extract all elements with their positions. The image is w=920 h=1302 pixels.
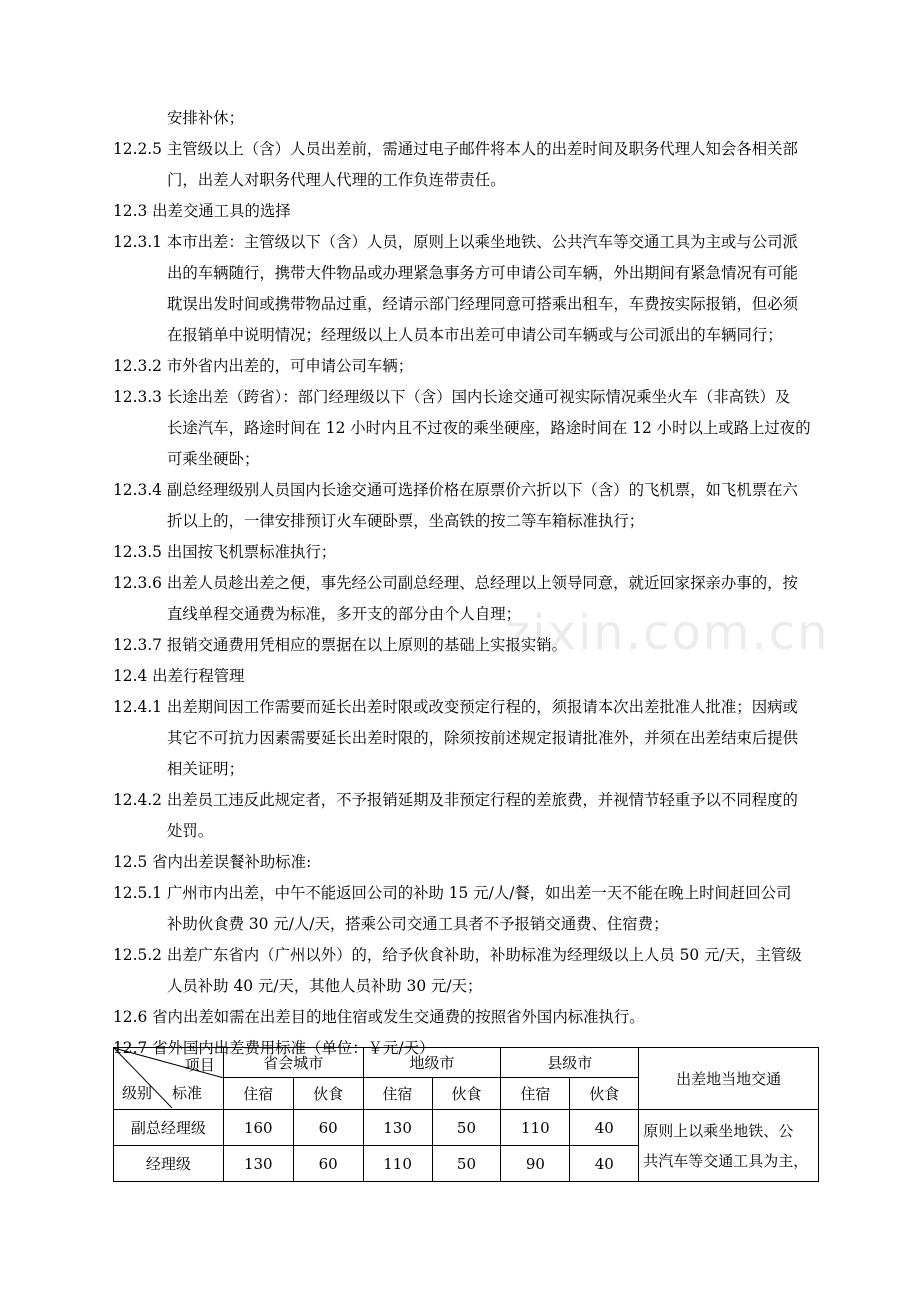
text-line: 12.3.3 长途出差（跨省）：部门经理级以下（含）国内长途交通可视实际情况乘坐火车（非高铁）及 [113, 388, 791, 406]
cell-value: 160 [223, 1110, 293, 1146]
text-line: 12.4.2 出差员工违反此规定者，不予报销延期及非预定行程的差旅费，并视情节轻重予以不同程度的 [113, 791, 798, 809]
cell-value: 110 [501, 1110, 570, 1146]
travel-expense-table [113, 1047, 819, 1182]
cell-value: 50 [432, 1146, 501, 1182]
row-level: 副总经理级 [114, 1110, 224, 1146]
text-line: 相关证明； [167, 760, 244, 778]
text-line: 折以上的，一律安排预订火车硬卧票，坐高铁的按二等车箱标准执行； [167, 512, 645, 530]
text-line: 12.3.2 市外省内出差的，可申请公司车辆； [113, 357, 414, 375]
sub-header-meals: 伙食 [432, 1078, 501, 1110]
group-header-provincial: 省会城市 [223, 1048, 363, 1078]
sub-header-lodging: 住宿 [363, 1078, 432, 1110]
text-line: 可乘坐硬卧； [167, 450, 260, 468]
sub-header-meals: 伙食 [570, 1078, 639, 1110]
table-row [114, 1110, 819, 1146]
text-line: 12.3.5 出国按飞机票标准执行； [113, 543, 337, 561]
table-corner-cell [114, 1048, 224, 1110]
cell-value: 110 [363, 1146, 432, 1182]
text-line: 处罚。 [167, 822, 214, 840]
group-header-prefecture: 地级市 [363, 1048, 501, 1078]
watermark: zixin.com.cn [505, 605, 830, 661]
text-line: 12.5 省内出差误餐补助标准: [113, 853, 312, 871]
text-line: 12.5.1 广州市内出差，中午不能返回公司的补助 15 元/人/餐，如出差一天不能在晚上时间赶回公司 [113, 884, 792, 902]
text-line: 长途汽车，路途时间在 12 小时内且不过夜的乘坐硬座，路途时间在 12 小时以上或路上过夜的 [167, 419, 811, 437]
cell-value: 50 [432, 1110, 501, 1146]
text-line: 出的车辆随行，携带大件物品或办理紧急事务方可申请公司车辆，外出期间有紧急情况有可能 [167, 264, 799, 282]
sub-header-meals: 伙食 [293, 1078, 363, 1110]
text-line: 安排补休； [167, 109, 244, 127]
note-line: 原则上以乘坐地铁、公 [643, 1121, 794, 1140]
corner-standard-label: 标准 [172, 1084, 203, 1102]
text-line: 人员补助 40 元/天，其他人员补助 30 元/天； [167, 977, 483, 995]
text-line: 12.3.6 出差人员趁出差之便，事先经公司副总经理、总经理以上领导同意，就近回家探亲办事的，按 [113, 574, 798, 592]
text-line: 12.3.4 副总经理级别人员国内长途交通可选择价格在原票价六折以下（含）的飞机票，如飞机票在六 [113, 481, 798, 499]
text-line: 直线单程交通费为标准，多开支的部分由个人自理； [167, 605, 521, 623]
cell-value: 60 [293, 1110, 363, 1146]
text-line: 12.2.5 主管级以上（含）人员出差前，需通过电子邮件将本人的出差时间及职务代理人知会各相关部 [113, 140, 798, 158]
cell-value: 40 [570, 1146, 639, 1182]
text-line: 12.3.7 报销交通费用凭相应的票据在以上原则的基础上实报实销。 [113, 636, 568, 654]
text-line: 12.4.1 出差期间因工作需要而延长出差时限或改变预定行程的，须报请本次出差批准人批准；因病或 [113, 698, 798, 716]
text-line: 补助伙食费 30 元/人/天，搭乘公司交通工具者不予报销交通费、住宿费； [167, 915, 669, 933]
cell-value: 40 [570, 1110, 639, 1146]
cell-value: 90 [501, 1146, 570, 1182]
text-line: 12.6 省内出差如需在出差目的地住宿或发生交通费的按照省外国内标准执行。 [113, 1008, 645, 1026]
cell-value: 60 [293, 1146, 363, 1182]
text-line: 在报销单中说明情况；经理级以上人员本市出差可申请公司车辆或与公司派出的车辆同行； [167, 326, 783, 344]
group-header-county: 县级市 [501, 1048, 639, 1078]
row-level: 经理级 [114, 1146, 224, 1182]
sub-header-lodging: 住宿 [501, 1078, 570, 1110]
text-line: 12.5.2 出差广东省内（广州以外）的，给予伙食补助，补助标准为经理级以上人员 50 元/天，主管级 [113, 946, 802, 964]
text-line: 耽误出发时间或携带物品过重，经请示部门经理同意可搭乘出租车，车费按实际报销，但必须 [167, 295, 799, 313]
text-line: 12.4 出差行程管理 [113, 667, 245, 685]
text-line: 12.3.1 本市出差：主管级以下（含）人员，原则上以乘坐地铁、公共汽车等交通工具为主或与公司派 [113, 233, 798, 251]
note-line: 共汽车等交通工具为主， [643, 1151, 809, 1170]
text-line: 12.7 省外国内出差费用标准（单位：￥元/天） [113, 1039, 435, 1057]
text-line: 其它不可抗力因素需要延长出差时限的，除须按前述规定报请批准外，并须在出差结束后提供 [167, 729, 799, 747]
local-transport-note [639, 1110, 819, 1182]
local-transport-header: 出差地当地交通 [639, 1048, 819, 1110]
text-line: 12.3 出差交通工具的选择 [113, 202, 291, 220]
cell-value: 130 [223, 1146, 293, 1182]
corner-level-label: 级别 [122, 1084, 153, 1102]
sub-header-lodging: 住宿 [223, 1078, 293, 1110]
cell-value: 130 [363, 1110, 432, 1146]
text-line: 门，出差人对职务代理人代理的工作负连带责任。 [167, 171, 506, 189]
corner-item-label: 项目 [184, 1056, 215, 1074]
